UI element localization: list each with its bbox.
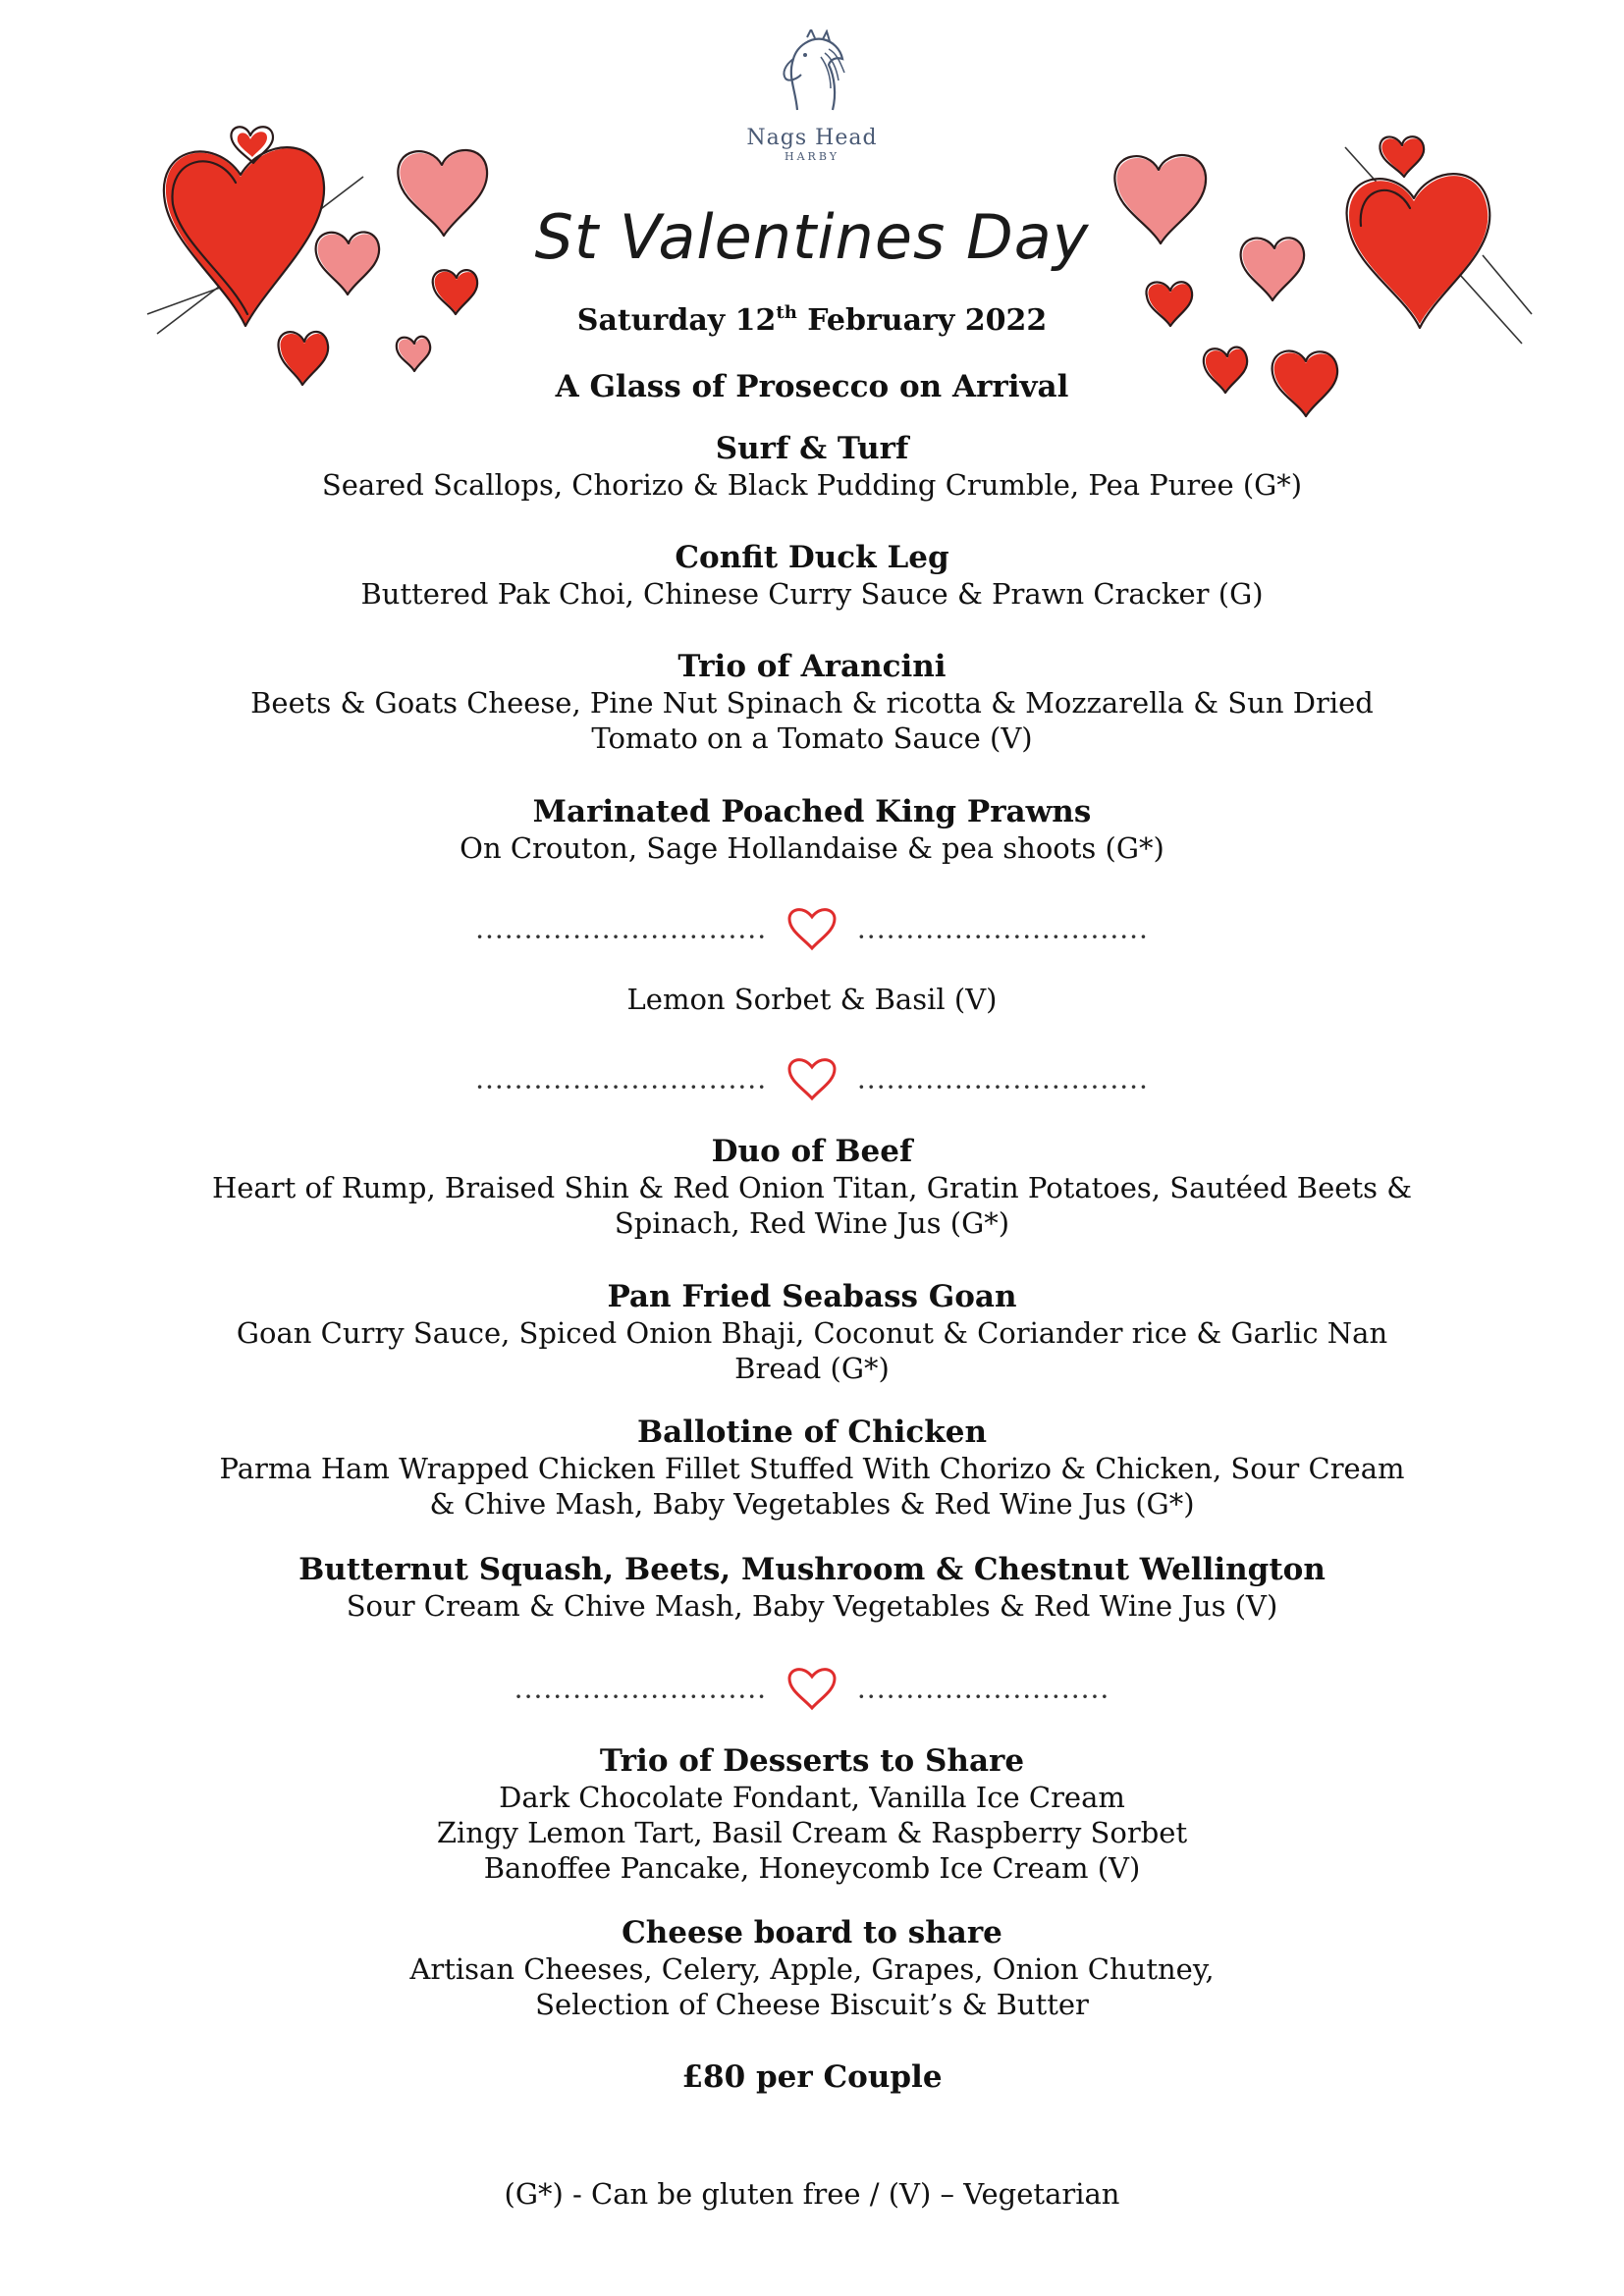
heart-icon (1380, 136, 1424, 177)
dish-description: Bread (G*) (734, 1352, 890, 1385)
menu-item (0, 982, 1624, 1017)
date-suffix-sup: th (776, 302, 797, 323)
dish-description: Goan Curry Sauce, Spiced Onion Bhaji, Coconut & Coriander rice & Garlic Nan (236, 1316, 1388, 1350)
dish-name: Duo of Beef (711, 1134, 913, 1169)
heart-outline-icon (785, 1055, 839, 1102)
dish-description: Dark Chocolate Fondant, Vanilla Ice Cream (499, 1781, 1125, 1814)
dish-description: & Chive Mash, Baby Vegetables & Red Wine Jus (G*) (429, 1487, 1195, 1521)
separator-dots-right: .............................. (856, 1062, 1149, 1095)
arrival-drink: A Glass of Prosecco on Arrival (555, 369, 1069, 404)
dish-description: Parma Ham Wrapped Chicken Fillet Stuffed With Chorizo & Chicken, Sour Cream (219, 1452, 1405, 1485)
dish-name: Surf & Turf (715, 431, 909, 466)
heart-icon (397, 337, 430, 371)
dish-description: Sour Cream & Chive Mash, Baby Vegetables & Red Wine Jus (V) (346, 1589, 1278, 1623)
dish-description: Banoffee Pancake, Honeycomb Ice Cream (V) (483, 1851, 1141, 1885)
menu-item (0, 430, 1624, 503)
page-title: St Valentines Day (534, 201, 1090, 273)
dish-description: Selection of Cheese Biscuit’s & Butter (535, 1988, 1089, 2021)
heart-separator (0, 1665, 1624, 1712)
separator-dots-right: .............................. (856, 912, 1149, 945)
menu-item (0, 1914, 1624, 2022)
logo-subtitle: HARBY (785, 150, 839, 163)
heart-separator (0, 1055, 1624, 1102)
dish-description: Zingy Lemon Tart, Basil Cream & Raspberry Sorbet (436, 1816, 1188, 1849)
palate-cleanser: Lemon Sorbet & Basil (V) (626, 983, 998, 1016)
logo-name: Nags Head (746, 126, 878, 150)
menu-item (0, 1278, 1624, 1386)
menu-item (0, 539, 1624, 612)
horse-head-icon (768, 29, 856, 118)
dish-description: Spinach, Red Wine Jus (G*) (614, 1206, 1010, 1240)
dish-name: Trio of Desserts to Share (599, 1743, 1025, 1779)
dietary-footnote: (G*) - Can be gluten free / (V) – Vegetarian (504, 2177, 1120, 2211)
dish-description: Artisan Cheeses, Celery, Apple, Grapes, Onion Chutney, (409, 1952, 1215, 1986)
dish-name: Confit Duck Leg (675, 540, 949, 575)
menu-item (0, 1742, 1624, 1886)
dish-name: Ballotine of Chicken (636, 1415, 988, 1450)
heart-separator (0, 905, 1624, 952)
dish-name: Butternut Squash, Beets, Mushroom & Chestnut Wellington (298, 1552, 1326, 1587)
dish-name: Trio of Arancini (677, 649, 947, 684)
separator-dots-left: .......................... (514, 1672, 768, 1705)
dish-description: Buttered Pak Choi, Chinese Curry Sauce & Prawn Cracker (G) (360, 577, 1264, 611)
dish-name: Marinated Poached King Prawns (532, 794, 1092, 829)
dish-description: Beets & Goats Cheese, Pine Nut Spinach & ricotta & Mozzarella & Sun Dried (250, 686, 1374, 720)
separator-dots-right: .......................... (856, 1672, 1110, 1705)
dish-description: Tomato on a Tomato Sauce (V) (591, 721, 1033, 755)
date-month-year: February 2022 (796, 303, 1048, 338)
separator-dots-left: .............................. (475, 1062, 768, 1095)
heart-outline-icon (785, 1665, 839, 1712)
dish-description: On Crouton, Sage Hollandaise & pea shoots (G*) (460, 831, 1164, 865)
menu-item (0, 648, 1624, 756)
menu-item (0, 1133, 1624, 1241)
date-prefix: Saturday 12 (576, 303, 777, 338)
menu-item (0, 1414, 1624, 1522)
menu-item (0, 1551, 1624, 1624)
heart-outline-icon (785, 905, 839, 952)
nags-head-logo (738, 29, 886, 163)
dish-name: Cheese board to share (622, 1915, 1002, 1950)
event-date (0, 302, 1624, 338)
dish-description: Seared Scallops, Chorizo & Black Pudding Crumble, Pea Puree (G*) (321, 468, 1303, 502)
dish-description: Heart of Rump, Braised Shin & Red Onion Titan, Gratin Potatoes, Sautéed Beets & (211, 1171, 1413, 1204)
separator-dots-left: .............................. (475, 912, 768, 945)
menu-item (0, 793, 1624, 866)
dish-name: Pan Fried Seabass Goan (607, 1279, 1017, 1314)
price: £80 per Couple (681, 2059, 943, 2095)
